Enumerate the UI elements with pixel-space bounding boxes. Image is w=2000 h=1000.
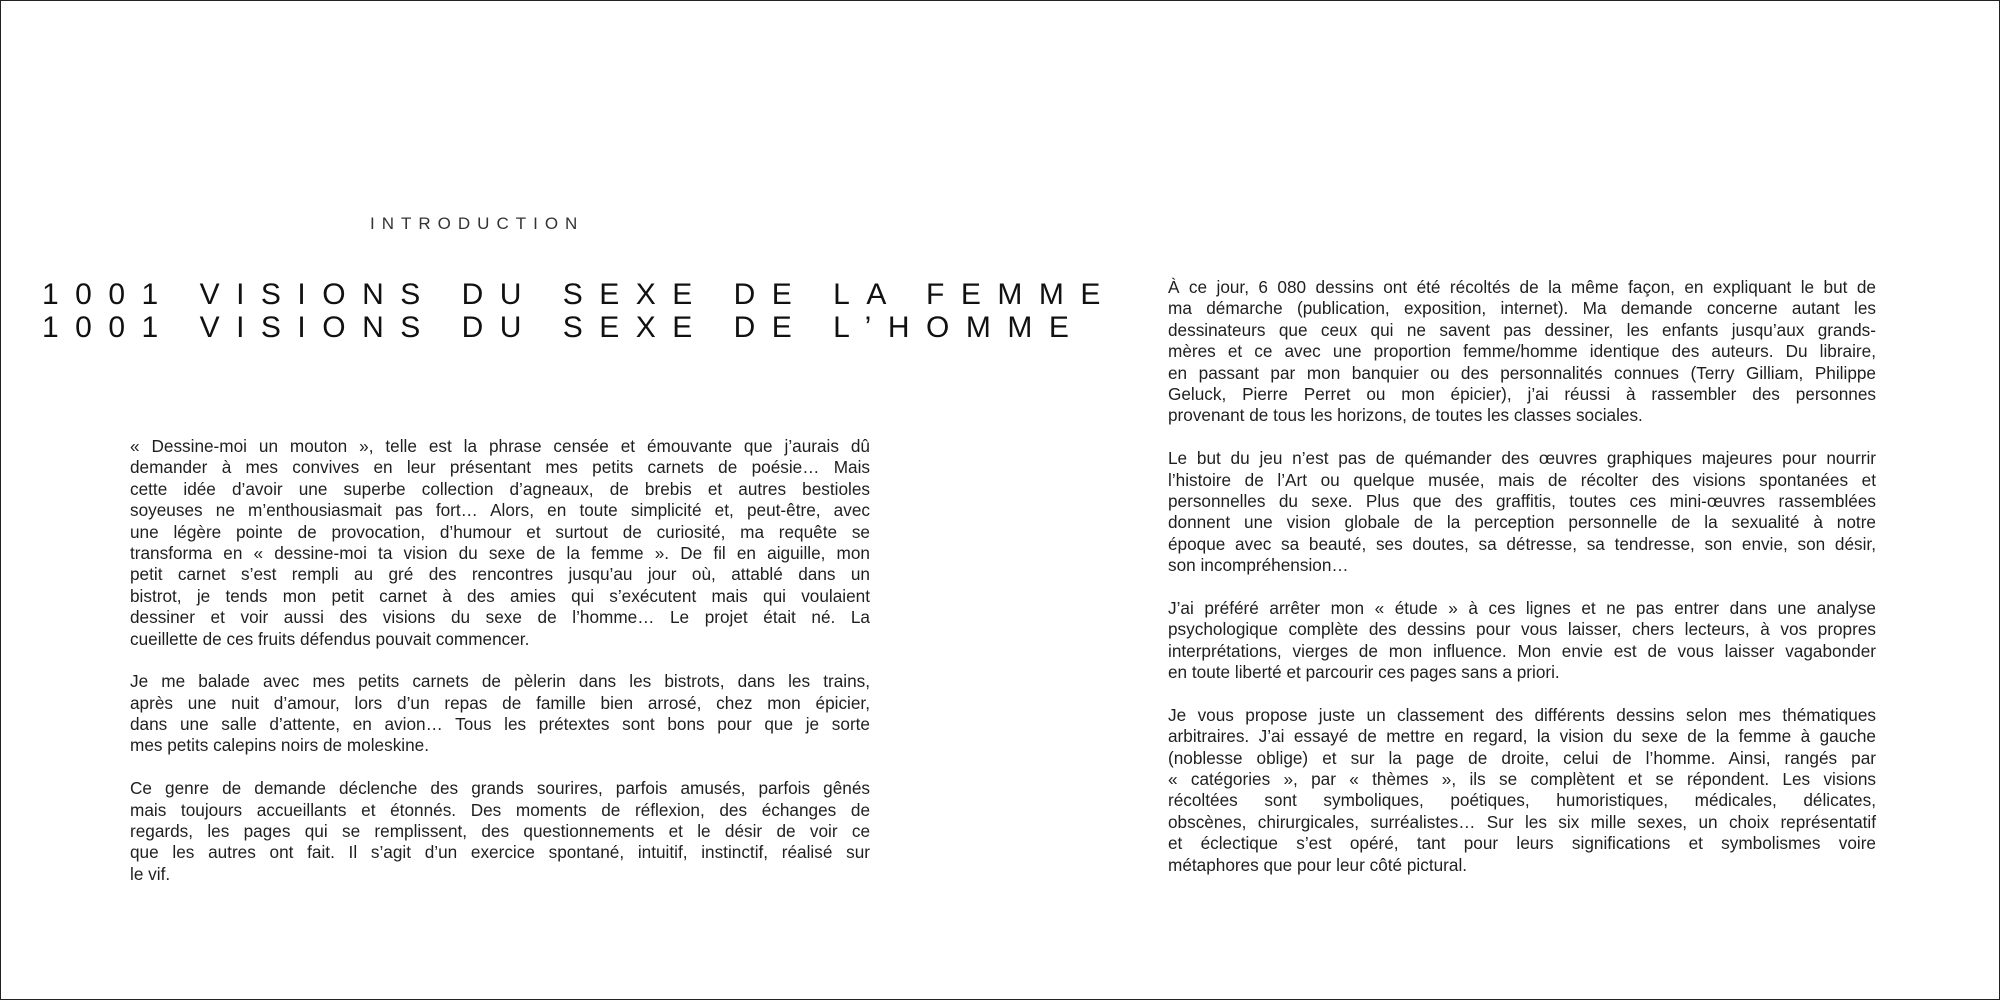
text-line: demander à mes convives en leur présentant mes petits carnets de poésie… Mais xyxy=(130,457,870,478)
text-line: Je me balade avec mes petits carnets de pèlerin dans les bistrots, dans les trains, xyxy=(130,671,870,692)
paragraph xyxy=(1168,598,1876,684)
text-line: mes petits calepins noirs de moleskine. xyxy=(130,735,430,756)
text-line: J’ai préféré arrêter mon « étude » à ces lignes et ne pas entrer dans une analyse xyxy=(1168,597,1876,618)
text-line: (noblesse oblige) et sur la page de droite, celui de l’homme. Ainsi, rangés par xyxy=(1168,747,1876,768)
text-line: Je vous propose juste un classement des différents dessins selon mes thématiques xyxy=(1168,704,1876,725)
text-line: et éclectique s’est opéré, tant pour leurs significations et symbolismes voire xyxy=(1168,833,1876,854)
text-line: Le but du jeu n’est pas de quémander des œuvres graphiques majeures pour nourrir xyxy=(1168,448,1876,469)
text-line: cette idée d’avoir une superbe collection d’agneaux, de brebis et autres bestioles xyxy=(130,478,870,499)
text-line: en toute liberté et parcourir ces pages sans a priori. xyxy=(1168,662,1560,683)
section-kicker: INTRODUCTION xyxy=(370,214,585,233)
text-line: Geluck, Pierre Perret ou mon épicier), j’ai réussi à rassembler des personnes xyxy=(1168,383,1876,404)
text-line: bistrot, je tends mon petit carnet à des amies qui s’exécutent mais qui voulaient xyxy=(130,585,870,606)
text-line: son incompréhension… xyxy=(1168,555,1349,576)
paragraph xyxy=(130,436,870,650)
left-page-body xyxy=(130,436,870,907)
paragraph xyxy=(1168,277,1876,427)
text-line: époque avec sa beauté, ses doutes, sa détresse, sa tendresse, son envie, son désir, xyxy=(1168,533,1876,554)
text-line: interprétations, vierges de mon influence. Mon envie est de vous laisser vagabonder xyxy=(1168,640,1876,661)
text-line: en passant par mon banquier ou des personnalités connues (Terry Gilliam, Philippe xyxy=(1168,362,1876,383)
text-line: À ce jour, 6 080 dessins ont été récoltés de la même façon, en expliquant le but de xyxy=(1168,277,1876,297)
text-line: mais toujours accueillants et étonnés. Des moments de réflexion, des échanges de xyxy=(130,799,870,820)
text-line: l’histoire de l’Art ou quelque musée, mais de récolter des visions spontanées et xyxy=(1168,469,1876,490)
text-line: Ce genre de demande déclenche des grands sourires, parfois amusés, parfois gênés xyxy=(130,778,870,799)
text-line: mères et ce avec une proportion femme/homme identique des auteurs. Du libraire, xyxy=(1168,341,1876,362)
right-page-body xyxy=(1168,277,1876,897)
text-line: le vif. xyxy=(130,863,171,884)
text-line: cueillette de ces fruits défendus pouvait commencer. xyxy=(130,628,530,649)
text-line: arbitraires. J’ai essayé de mettre en regard, la vision du sexe de la femme à gauche xyxy=(1168,726,1876,747)
text-line: après une nuit d’amour, lors d’un repas de famille bien arrosé, chez mon épicier, xyxy=(130,692,870,713)
title-line: 1001 VISIONS DU SEXE DE LA FEMME xyxy=(42,278,1117,311)
paragraph xyxy=(1168,705,1876,876)
text-line: transforma en « dessine-moi ta vision du sexe de la femme ». De fil en aiguille, mon xyxy=(130,542,870,563)
text-line: dessiner et voir aussi des visions du sexe de l’homme… Le projet était né. La xyxy=(130,607,870,628)
title-line: 1001 VISIONS DU SEXE DE L’HOMME xyxy=(42,311,1086,344)
text-line: provenant de tous les horizons, de toutes les classes sociales. xyxy=(1168,405,1643,426)
text-line: obscènes, chirurgicales, surréalistes… Sur les six mille sexes, un choix représentatif xyxy=(1168,811,1876,832)
paragraph xyxy=(130,778,870,885)
text-line: une légère pointe de provocation, d’humour et surtout de curiosité, ma requête se xyxy=(130,521,870,542)
text-line: métaphores que pour leur côté pictural. xyxy=(1168,854,1468,875)
text-line: dessinateurs que ceux qui ne savent pas dessiner, les enfants jusqu’aux grands- xyxy=(1168,319,1876,340)
paragraph xyxy=(130,671,870,757)
text-line: soyeuses ne m’enthousiasmait pas fort… Alors, en toute simplicité et, peut-être, avec xyxy=(130,500,870,521)
text-line: « catégories », par « thèmes », ils se complètent et se répondent. Les visions xyxy=(1168,768,1876,789)
text-line: donnent une vision globale de la perception personnelle de la sexualité à notre xyxy=(1168,512,1876,533)
text-line: « Dessine-moi un mouton », telle est la phrase censée et émouvante que j’aurais dû xyxy=(130,436,870,456)
text-line: ma démarche (publication, exposition, internet). Ma demande concerne autant les xyxy=(1168,298,1876,319)
text-line: que les autres ont fait. Il s’agit d’un exercice spontané, intuitif, instinctif, réalisé sur xyxy=(130,842,870,863)
text-line: petit carnet s’est rempli au gré des rencontres jusqu’au jour où, attablé dans un xyxy=(130,564,870,585)
text-line: personnelles du sexe. Plus que des graffitis, toutes ces mini-œuvres rassemblées xyxy=(1168,490,1876,511)
text-line: psychologique complète des dessins pour vous laisser, chers lecteurs, à vos propres xyxy=(1168,619,1876,640)
text-line: regards, les pages qui se remplissent, des questionnements et le désir de voir ce xyxy=(130,821,870,842)
paragraph xyxy=(1168,448,1876,576)
page-title xyxy=(42,278,1117,344)
text-line: récoltées sont symboliques, poétiques, humoristiques, médicales, délicates, xyxy=(1168,790,1876,811)
text-line: dans une salle d’attente, en avion… Tous les prétextes sont bons pour que je sorte xyxy=(130,714,870,735)
